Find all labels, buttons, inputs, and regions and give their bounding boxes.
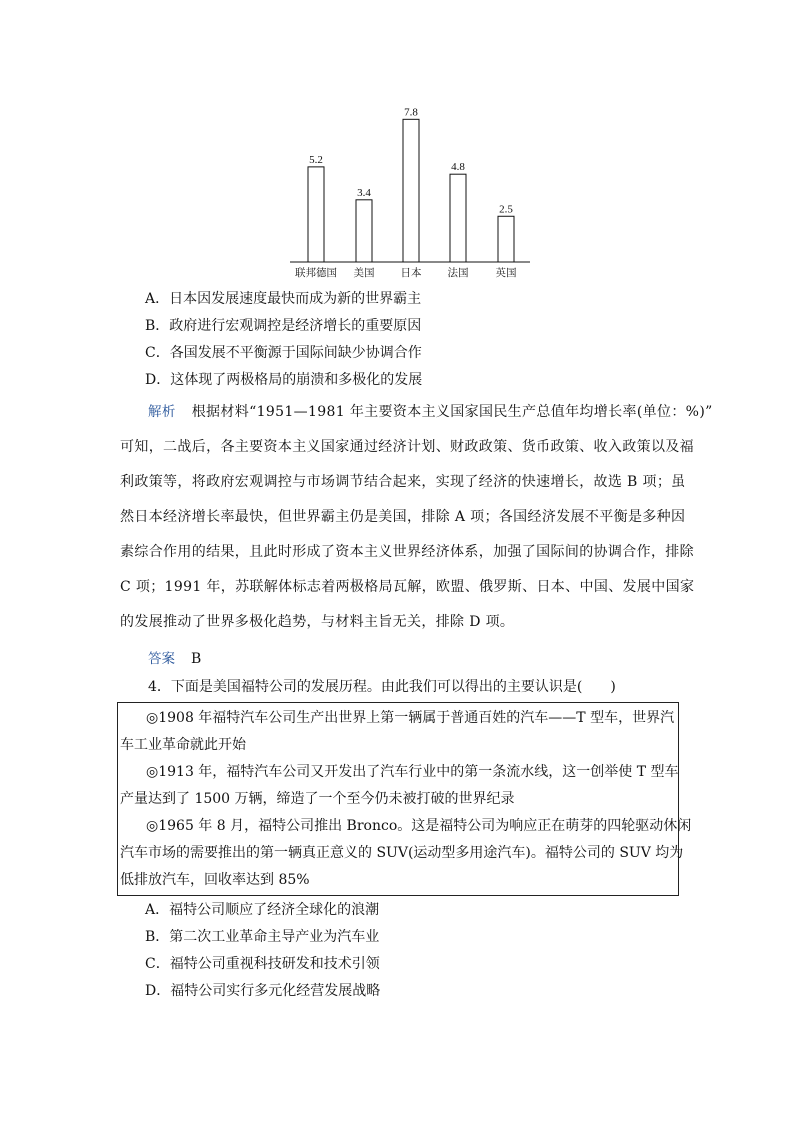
analysis-text-1: 根据材料“1951—1981 年主要资本主义国家国民生产总值年均增长率(单位：%)” bbox=[191, 404, 713, 420]
option-b: B．政府进行宏观调控是经济增长的重要原因 bbox=[145, 318, 422, 334]
analysis-label: 解析 bbox=[148, 404, 176, 420]
option-d: D．这体现了两极格局的崩溃和多极化的发展 bbox=[145, 372, 423, 388]
analysis-line-6: C 项；1991 年，苏联解体标志着两极格局瓦解，欧盟、俄罗斯、日本、中国、发展中国家 bbox=[120, 579, 695, 595]
option-a: A．日本因发展速度最快而成为新的世界霸主 bbox=[145, 291, 422, 307]
material-line-4: 产量达到了 1500 万辆，缔造了一个至今仍未被打破的世界纪录 bbox=[120, 791, 515, 807]
answer-line bbox=[148, 650, 201, 668]
answer-value: B bbox=[191, 651, 202, 667]
analysis-line-2: 可知，二战后，各主要资本主义国家通过经济计划、财政政策、货币政策、收入政策以及福 bbox=[120, 439, 694, 455]
material-line-6: 汽车市场的需要推出的第一辆真正意义的 SUV(运动型多用途汽车)。福特公司的 SUV 均为 bbox=[120, 845, 684, 861]
q4-option-b: B．第二次工业革命主导产业为汽车业 bbox=[145, 929, 380, 945]
bar-2 bbox=[356, 200, 372, 262]
value-label-5: 2.5 bbox=[499, 203, 513, 216]
answer-label: 答案 bbox=[148, 651, 175, 667]
growth-rate-bar-chart bbox=[280, 92, 540, 284]
category-label-3: 日本 bbox=[400, 267, 422, 279]
materials-box bbox=[117, 702, 692, 896]
bar-3 bbox=[403, 119, 419, 262]
question-4-stem: 4．下面是美国福特公司的发展历程。由此我们可以得出的主要认识是( ) bbox=[148, 679, 616, 695]
material-line-2: 车工业革命就此开始 bbox=[120, 737, 246, 753]
option-c: C．各国发展不平衡源于国际间缺少协调合作 bbox=[145, 345, 422, 361]
value-label-4: 4.8 bbox=[451, 161, 465, 174]
category-label-1: 联邦德国 bbox=[295, 267, 337, 279]
analysis-line-1 bbox=[148, 403, 713, 421]
value-label-3: 7.8 bbox=[404, 106, 418, 119]
category-label-2: 美国 bbox=[353, 267, 375, 279]
analysis-line-7: 的发展推动了世界多极化趋势，与材料主旨无关，排除 D 项。 bbox=[120, 614, 515, 630]
analysis-line-3: 利政策等，将政府宏观调控与市场调节结合起来，实现了经济的快速增长，故选 B 项；虽 bbox=[120, 474, 686, 490]
bar-4 bbox=[450, 174, 466, 262]
analysis-line-4: 然日本经济增长率最快，但世界霸主仍是美国，排除 A 项；各国经济发展不平衡是多种因 bbox=[120, 509, 686, 525]
value-label-1: 5.2 bbox=[309, 153, 323, 166]
material-line-1: ◎1908 年福特汽车公司生产出世界上第一辆属于普通百姓的汽车——T 型车，世界汽 bbox=[146, 710, 675, 726]
analysis-line-5: 素综合作用的结果，且此时形成了资本主义世界经济体系，加强了国际间的协调合作，排除 bbox=[120, 544, 694, 560]
bar-1 bbox=[308, 167, 324, 262]
q4-option-a: A．福特公司顺应了经济全球化的浪潮 bbox=[145, 902, 380, 918]
bar-5 bbox=[498, 216, 514, 262]
q4-option-c: C．福特公司重视科技研发和技术引领 bbox=[145, 956, 380, 972]
material-line-5: ◎1965 年 8 月，福特公司推出 Bronco。这是福特公司为响应正在萌芽的四轮驱动休闲 bbox=[146, 818, 692, 834]
q4-option-d: D．福特公司实行多元化经营发展战略 bbox=[145, 983, 381, 999]
category-label-4: 法国 bbox=[447, 267, 469, 279]
material-line-7: 低排放汽车，回收率达到 85% bbox=[120, 872, 310, 888]
material-line-3: ◎1913 年，福特汽车公司又开发出了汽车行业中的第一条流水线，这一创举使 T 型车 bbox=[146, 764, 679, 780]
category-label-5: 英国 bbox=[495, 267, 517, 279]
value-label-2: 3.4 bbox=[357, 186, 371, 199]
